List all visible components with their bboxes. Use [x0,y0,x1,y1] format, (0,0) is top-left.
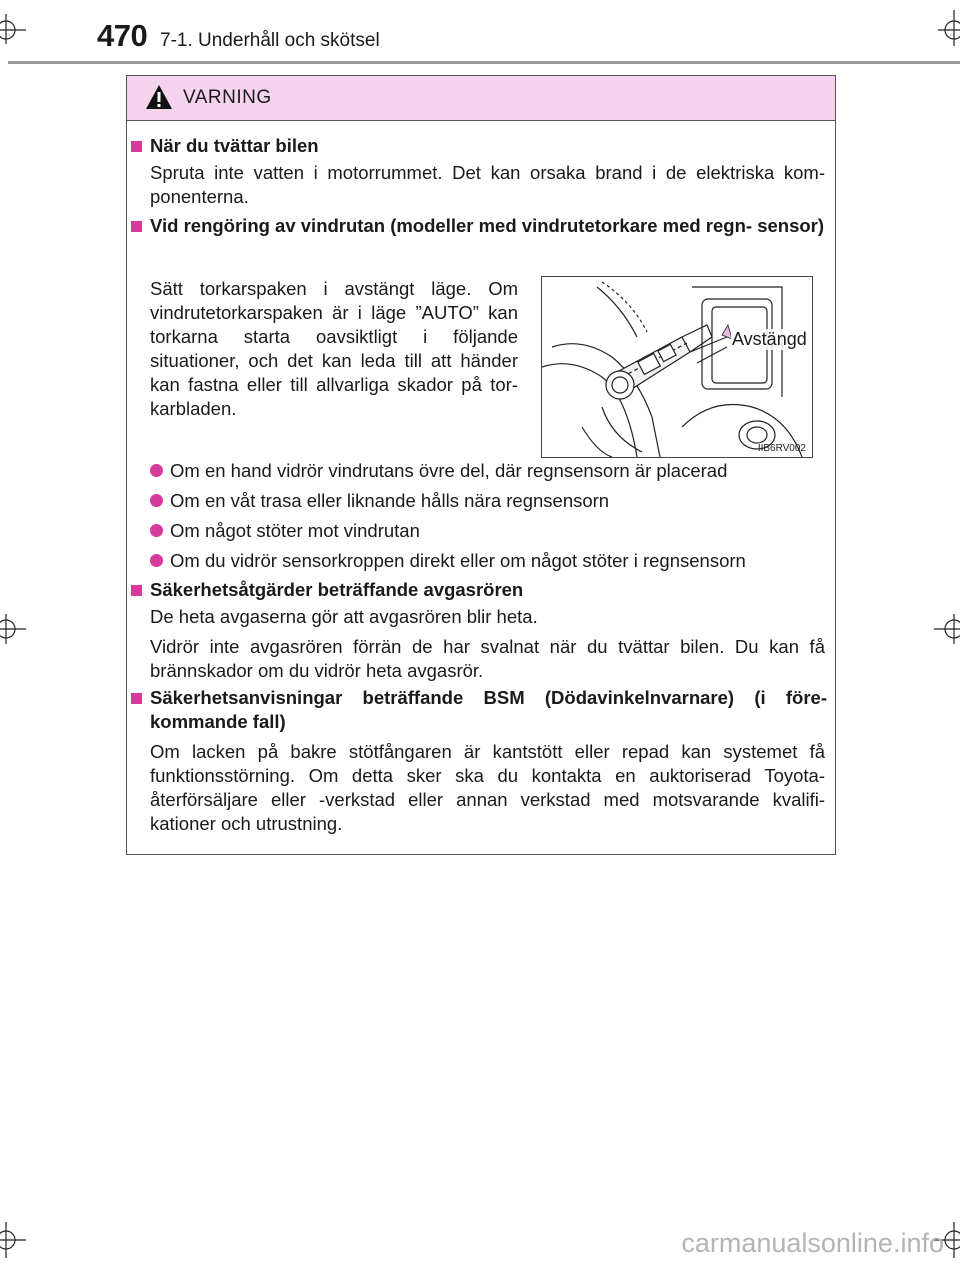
chapter-title: 7-1. Underhåll och skötsel [160,30,380,51]
crop-mark-top-left [0,14,30,44]
warning-title: VARNING [183,87,272,108]
section-body-exhaust-2: Vidrör inte avgasrören förrän de har svalnat när du tvättar bilen. Du kan få brännskador om du vidrör heta avgasrör. [150,636,825,681]
bullet-icon [150,464,163,477]
header-rule [8,61,960,64]
crop-mark-mid-left [0,614,30,644]
crop-mark-top-right [930,0,960,46]
bullet-wet-cloth: Om en våt trasa eller liknande hålls nära regnsensorn [170,490,610,511]
section-body-exhaust: De heta avgaserna gör att avgasrören blir heta. [150,606,538,627]
section-marker-icon [131,693,142,704]
section-body-windshield: Sätt torkarspaken i avstängt läge. Om vindrutetorkarspaken är i läge ”AUTO” kan torkarna starta oavsiktligt i följande situationer, och det kan leda till att händer kan fastna eller till allvarliga skador på tor- karbladen. [150,278,518,419]
figure-label-off: Avstängd [732,329,807,349]
warning-header [127,76,835,121]
section-marker-icon [131,221,142,232]
section-body-washing: Spruta inte vatten i motorrummet. Det kan orsaka brand i de elektriska kom- ponenterna. [150,162,825,207]
section-heading-bsm: Säkerhetsanvisningar beträffande BSM (Dödavinkelnvarnare) (i före- kommande fall) [150,687,827,732]
page-number: 470 [97,18,148,53]
section-body-bsm: Om lacken på bakre stötfångaren är kantstött eller repad kan systemet få funktionsstörning. Om detta sker ska du kontakta en auktoriserad Toyota- återförsäljare eller -verkstad eller annan verkstad med motsvarande kvalifi- kationer och utrustning. [150,741,825,834]
warning-box [126,75,836,855]
section-heading-windshield: Vid rengöring av vindrutan (modeller med vindrutetorkare med regn- sensor) [150,215,825,236]
bullet-sensor-body: Om du vidrör sensorkroppen direkt eller om något stöter i regnsensorn [170,550,746,571]
watermark: carmanualsonline.info [681,1228,944,1258]
bullet-icon [150,524,163,537]
crop-mark-bottom-left [0,1222,30,1267]
bullet-rain-sensor-hand: Om en hand vidrör vindrutans övre del, där regnsensorn är placerad [170,460,728,481]
section-heading-exhaust: Säkerhetsåtgärder beträffande avgasrören [150,579,524,600]
crop-mark-mid-right [930,614,960,644]
section-heading-washing: När du tvättar bilen [150,135,319,156]
section-marker-icon [131,141,142,152]
section-marker-icon [131,585,142,596]
wiper-lever-illustration [542,277,812,457]
warning-triangle-icon [145,84,173,110]
bullet-icon [150,494,163,507]
figure-code: IIB6RV002 [757,443,806,454]
wiper-lever-figure [541,276,813,458]
bullet-icon [150,554,163,567]
bullet-impact-windshield: Om något stöter mot vindrutan [170,520,420,541]
